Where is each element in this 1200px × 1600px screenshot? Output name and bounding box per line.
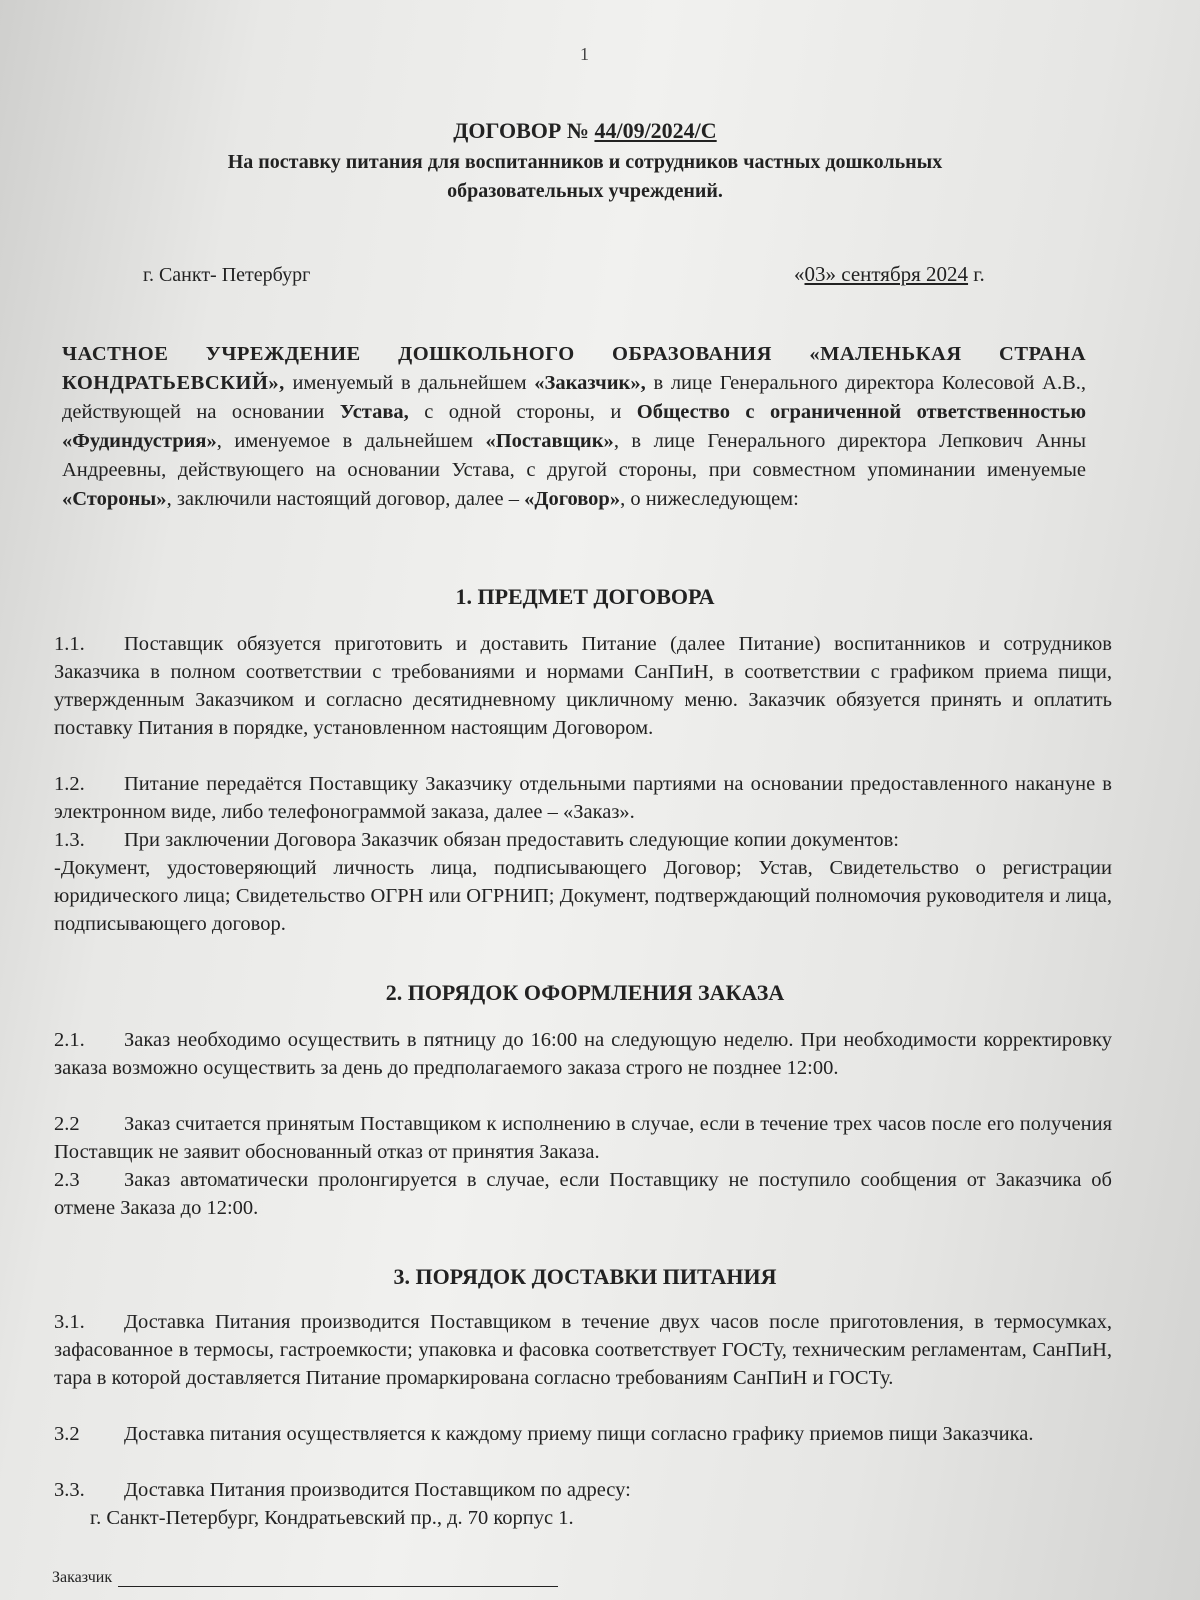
subtitle-line-2: образовательных учреждений. <box>447 180 723 202</box>
clause-number: 3.1. <box>54 1311 85 1333</box>
charter-term: Устава, <box>339 401 409 423</box>
date-open-quote: « <box>794 262 805 286</box>
customer-name: ЧАСТНОЕ УЧРЕЖДЕНИЕ ДОШКОЛЬНОГО ОБРАЗОВАНИЯ «МАЛЕНЬКАЯ СТРАНА КОНДРАТЬЕВСКИЙ», <box>62 343 1086 394</box>
clause-text: Доставка Питания производится Поставщиком в течение двух часов после приготовления, в термосумках, зафасованное в термосы, гастроемкости; упаковка и фасовка соответствует ГОСТу, техническим регламентам, СанПиН, тара в которой доставляется Питание промаркирована согласно требованиям СанПиН и ГОСТу. <box>54 1311 1112 1389</box>
contract-term: «Договор» <box>524 488 621 510</box>
parties-term: «Стороны» <box>62 488 167 510</box>
clause-text: Поставщик обязуется приготовить и доставить Питание (далее Питание) воспитанников и сотрудников Заказчика в полном соответствии с требованиями и нормами СанПиН, в соответствии с графиком приема пищи, утвержденным Заказчиком и согласно десятидневному цикличному меню. Заказчик обязуется принять и оплатить поставку Питания в порядке, установленном настоящим Договором. <box>54 633 1112 739</box>
clause-3-3 <box>54 1476 1112 1504</box>
section-heading-2: 2. ПОРЯДОК ОФОРМЛЕНИЯ ЗАКАЗА <box>385 980 785 1005</box>
subtitle-line-1: На поставку питания для воспитанников и сотрудников частных дошкольных <box>227 151 943 173</box>
page-number: 1 <box>580 44 589 64</box>
date-suffix: г. <box>968 262 985 286</box>
clause-text: Доставка питания осуществляется к каждому приему пищи согласно графику приемов пищи Заказчика. <box>124 1423 1034 1445</box>
date-value: 03» сентября 2024 <box>804 262 969 286</box>
clause-text: При заключении Договора Заказчик обязан предоставить следующие копии документов: <box>124 829 899 851</box>
preamble-text: , заключили настоящий договор, далее – <box>166 488 525 510</box>
clause-number: 3.3. <box>54 1479 85 1501</box>
clause-2-1 <box>54 1026 1112 1082</box>
contract-date <box>794 262 985 287</box>
clause-number: 2.1. <box>54 1029 85 1051</box>
contract-title <box>0 118 1170 144</box>
delivery-address <box>54 1504 1112 1532</box>
title-prefix: ДОГОВОР № <box>453 118 595 143</box>
clause-text: г. Санкт-Петербург, Кондратьевский пр., д. 70 корпус 1. <box>90 1507 574 1529</box>
section-heading-3: 3. ПОРЯДОК ДОСТАВКИ ПИТАНИЯ <box>393 1264 777 1289</box>
clause-1-2 <box>54 770 1112 826</box>
clause-1-1 <box>54 630 1112 742</box>
customer-term: «Заказчик», <box>534 372 646 394</box>
preamble-text: , о нижеследующем: <box>620 488 799 510</box>
clause-3-2 <box>54 1420 1112 1448</box>
clause-text: -Документ, удостоверяющий личность лица, подписывающего Договор; Устав, Свидетельство о регистрации юридического лица; Свидетельство ОГРН или ОГРНИП; Документ, подтверждающий полномочия руководителя и лица, подписывающего договор. <box>54 857 1112 935</box>
clause-text: Заказ необходимо осуществить в пятницу до 16:00 на следующую неделю. При необходимости корректировку заказа возможно осуществить за день до предполагаемого заказа строго не позднее 12:00. <box>54 1029 1112 1079</box>
clause-text: Заказ считается принятым Поставщиком к исполнению в случае, если в течение трех часов после его получения Поставщик не заявит обоснованный отказ от принятия Заказа. <box>54 1113 1112 1163</box>
customer-signature <box>52 1569 558 1587</box>
signature-label: Заказчик <box>52 1569 113 1586</box>
clause-number: 1.1. <box>54 633 85 655</box>
preamble-text: , в лице Генерального директора Лепкович Анны Андреевны, действующего на основании Устава, с другой стороны, при совместном упоминании именуемые <box>62 430 1087 481</box>
clause-number: 1.2. <box>54 773 85 795</box>
preamble-text: именуемый в дальнейшем <box>284 372 535 394</box>
clause-number: 2.3 <box>54 1169 80 1191</box>
clause-number: 1.3. <box>54 829 85 851</box>
supplier-term: «Поставщик» <box>485 430 614 452</box>
clause-text: Доставка Питания производится Поставщиком по адресу: <box>124 1479 631 1501</box>
preamble-paragraph <box>62 340 1086 514</box>
preamble-text: , именуемое в дальнейшем <box>216 430 486 452</box>
preamble-text: с одной стороны, и <box>408 401 637 423</box>
clause-number: 3.2 <box>54 1423 80 1445</box>
clause-3-1 <box>54 1308 1112 1392</box>
contract-number: 44/09/2024/С <box>594 118 717 143</box>
clause-text: Заказ автоматически пролонгируется в случае, если Поставщику не поступило сообщения от Заказчика об отмене Заказа до 12:00. <box>54 1169 1112 1219</box>
preamble-text: в лице Генерального директора Колесовой А.В., действующей на основании <box>62 372 1086 423</box>
clause-1-3-documents <box>54 854 1112 938</box>
signature-line <box>118 1586 558 1587</box>
contract-place: г. Санкт- Петербург <box>143 264 311 286</box>
clause-text: Питание передаётся Поставщику Заказчику отдельными партиями на основании предоставленного накануне в электронном виде, либо телефонограммой заказа, далее – «Заказ». <box>54 773 1112 823</box>
clause-2-3 <box>54 1166 1112 1222</box>
section-heading-1: 1. ПРЕДМЕТ ДОГОВОРА <box>455 584 715 609</box>
clause-number: 2.2 <box>54 1113 80 1135</box>
clause-2-2 <box>54 1110 1112 1166</box>
contract-subtitle <box>0 148 1170 206</box>
clause-1-3 <box>54 826 1112 854</box>
supplier-name: Общество с ограниченной ответственностью «Фудиндустрия» <box>62 401 1087 452</box>
